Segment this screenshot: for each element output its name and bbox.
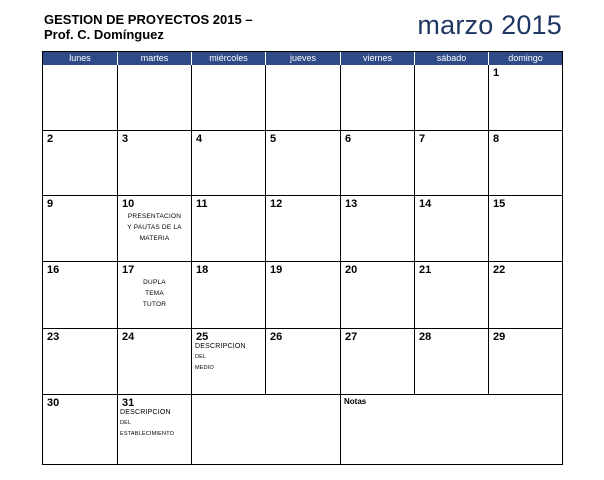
day-number: 31 (122, 397, 135, 409)
day-number: 16 (47, 264, 60, 276)
day-number: 18 (196, 264, 209, 276)
day-number: 29 (493, 331, 506, 343)
day-number: 5 (270, 133, 277, 145)
day-cell[interactable] (118, 65, 192, 131)
day-cell-31[interactable] (118, 395, 192, 464)
weekday-wednesday: miércoles (192, 52, 266, 65)
day-cell-2[interactable] (43, 131, 118, 196)
day-cell-24[interactable] (118, 329, 192, 395)
day-cell-25[interactable] (192, 329, 266, 395)
day-number: 15 (493, 198, 506, 210)
heading-line-2: Prof. C. Domínguez (44, 27, 164, 42)
day-number: 28 (419, 331, 432, 343)
day-cell-11[interactable] (192, 196, 266, 262)
day-cell-23[interactable] (43, 329, 118, 395)
day-cell-17[interactable] (118, 262, 192, 329)
weekday-tuesday: martes (118, 52, 192, 65)
day-number: 14 (419, 198, 432, 210)
weekday-saturday: sábado (415, 52, 489, 65)
day-number: 27 (345, 331, 358, 343)
day-number: 11 (196, 198, 208, 210)
weekday-sunday: domingo (508, 53, 543, 63)
event-descripcion-medio (195, 341, 246, 374)
day-cell-28[interactable] (415, 329, 489, 395)
day-cell-19[interactable] (266, 262, 341, 329)
day-number: 3 (122, 133, 129, 145)
weekday-friday: viernes (341, 52, 415, 65)
day-number: 4 (196, 133, 203, 145)
calendar-heading (44, 12, 253, 42)
event-line: DEL (195, 354, 207, 360)
day-cell-14[interactable] (415, 196, 489, 262)
event-line: MEDIO (195, 365, 215, 371)
weekday-thursday: jueves (266, 52, 341, 65)
day-cell-10[interactable] (118, 196, 192, 262)
event-line: TEMA (145, 290, 164, 297)
day-cell[interactable] (415, 65, 489, 131)
day-cell[interactable] (341, 65, 415, 131)
day-number: 9 (47, 198, 54, 210)
event-descripcion-establecimiento (120, 407, 174, 440)
event-line: PRESENTACION (127, 213, 182, 220)
day-cell-30[interactable] (43, 395, 118, 464)
day-cell-18[interactable] (192, 262, 266, 329)
day-number: 19 (270, 264, 283, 276)
day-number: 25 (196, 331, 209, 343)
day-cell-26[interactable] (266, 329, 341, 395)
day-number: 17 (122, 264, 135, 276)
heading-line-1: GESTION DE PROYECTOS 2015 – (44, 12, 253, 27)
day-number: 30 (47, 397, 60, 409)
day-cell-5[interactable] (266, 131, 341, 196)
notes-label: Notas (344, 397, 367, 406)
day-cell-12[interactable] (266, 196, 341, 262)
day-number: 24 (122, 331, 135, 343)
day-cell-27[interactable] (341, 329, 415, 395)
event-line: Y PAUTAS DE LA (127, 224, 182, 231)
day-cell-16[interactable] (43, 262, 118, 329)
day-cell-3[interactable] (118, 131, 192, 196)
day-number: 26 (270, 331, 283, 343)
month-title: marzo 2015 (417, 10, 562, 40)
day-number: 7 (419, 133, 426, 145)
day-number: 13 (345, 198, 358, 210)
day-cell-13[interactable] (341, 196, 415, 262)
event-line: DESCRIPCION (195, 343, 246, 350)
notes-area[interactable] (341, 395, 562, 464)
day-cell-21[interactable] (415, 262, 489, 329)
day-number: 10 (122, 198, 135, 210)
weekday-header (43, 52, 562, 65)
day-cell-29[interactable] (489, 329, 562, 395)
day-cell-20[interactable] (341, 262, 415, 329)
event-line: MATERIA (139, 235, 170, 242)
weekday-monday: lunes (43, 52, 118, 65)
empty-cell (192, 395, 341, 464)
day-number: 2 (47, 133, 54, 145)
day-number: 22 (493, 264, 506, 276)
month-grid (42, 51, 563, 465)
day-number: 8 (493, 133, 500, 145)
event-line: DUPLA (143, 279, 166, 286)
event-line: ESTABLECIMIENTO (120, 431, 175, 437)
day-cell-15[interactable] (489, 196, 562, 262)
day-number: 12 (270, 198, 283, 210)
day-cell-4[interactable] (192, 131, 266, 196)
day-cell-7[interactable] (415, 131, 489, 196)
event-line: TUTOR (142, 301, 167, 308)
day-cell-1[interactable] (489, 65, 562, 131)
day-cell-9[interactable] (43, 196, 118, 262)
event-presentacion (120, 211, 189, 244)
day-cell[interactable] (266, 65, 341, 131)
day-number: 1 (493, 67, 500, 79)
day-cell[interactable] (192, 65, 266, 131)
day-cell-22[interactable] (489, 262, 562, 329)
day-number: 6 (345, 133, 352, 145)
event-line: DESCRIPCION (120, 409, 171, 416)
event-line: DEL (120, 420, 132, 426)
day-cell-8[interactable] (489, 131, 562, 196)
day-number: 21 (419, 264, 432, 276)
event-dupla (120, 277, 189, 310)
day-cell-6[interactable] (341, 131, 415, 196)
day-number: 23 (47, 331, 60, 343)
day-cell[interactable] (43, 65, 118, 131)
day-number: 20 (345, 264, 358, 276)
